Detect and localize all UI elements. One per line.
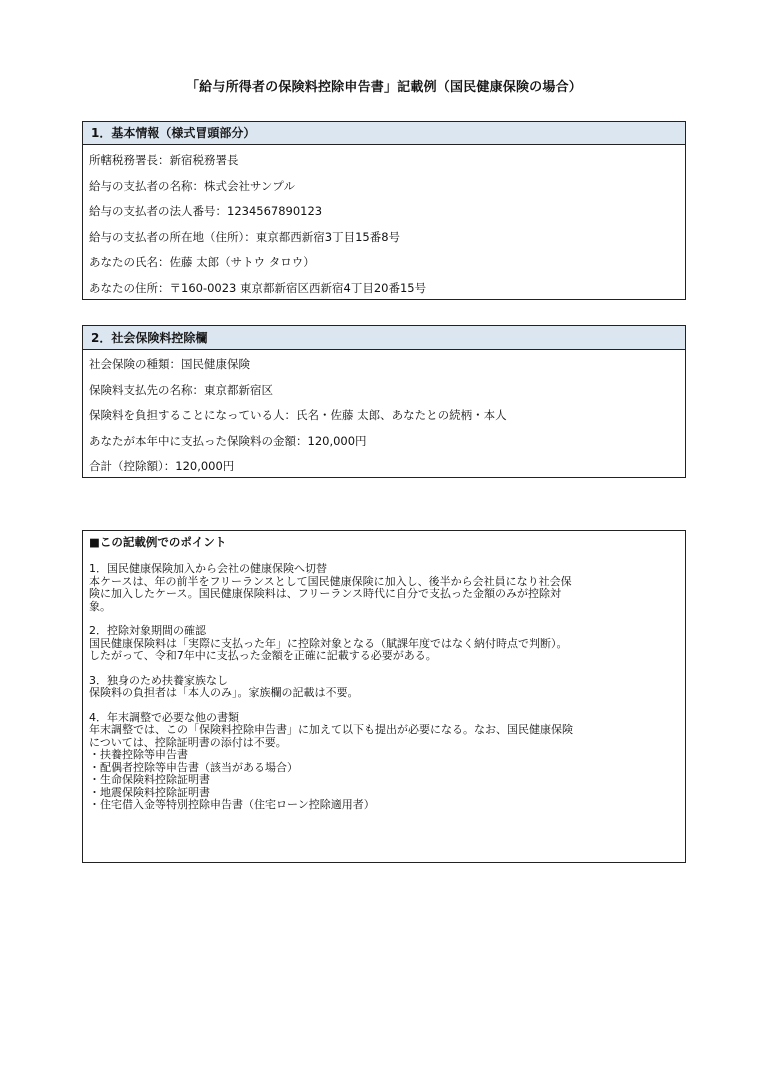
point-2-line: 国民健康保険料は「実際に支払った年」に控除対象となる（賦課年度ではなく納付時点で判断）。 <box>89 636 568 650</box>
payer-corporate-number-row: 給与の支払者の法人番号：1234567890123 <box>89 204 323 218</box>
basic-info-body <box>83 145 685 301</box>
paid-amount-row: あなたが本年中に支払った保険料の金額：120,000円 <box>89 433 367 448</box>
social-insurance-header: 2．社会保険料控除欄 <box>83 326 685 350</box>
social-insurance-section <box>82 325 686 478</box>
payer-address-row: 給与の支払者の所在地（住所）：東京都西新宿3丁目15番8号 <box>89 229 401 244</box>
total-deduction-row: 合計（控除額）：120,000円 <box>89 459 235 473</box>
point-4-line: 年末調整では、この「保険料控除申告書」に加えて以下も提出が必要になる。なお、国民健康保険 <box>89 723 573 736</box>
social-insurance-body <box>83 350 685 480</box>
basic-info-section <box>82 121 686 300</box>
payee-name-row: 保険料支払先の名称：東京都新宿区 <box>89 382 273 397</box>
point-1-heading: 1．国民健康保険加入から会社の健康保険へ切替 <box>89 562 327 575</box>
burden-person-row: 保険料を負担することになっている人：氏名・佐藤 太郎、あなたとの続柄・本人 <box>89 408 507 422</box>
tax-office-row: 所轄税務署長：新宿税務署長 <box>89 153 239 167</box>
employee-name-row: あなたの氏名：佐藤 太郎（サトウ タロウ） <box>89 255 315 269</box>
point-1-line: 険に加入したケース。国民健康保険料は、フリーランス時代に自分で支払った金額のみが控除対 <box>89 587 562 600</box>
point-3-heading: 3．独身のため扶養家族なし <box>89 673 228 687</box>
basic-info-header: 1．基本情報（様式冒頭部分） <box>83 122 685 145</box>
required-document-item: ・扶養控除等申告書 <box>89 748 188 761</box>
point-1-line: 本ケースは、年の前半をフリーランスとして国民健康保険に加入し、後半から会社員になり社会保 <box>89 574 572 588</box>
document-title: 「給与所得者の保険料控除申告書」記載例（国民健康保険の場合） <box>185 80 582 95</box>
point-2 <box>89 625 679 663</box>
point-2-line: したがって、令和7年中に支払った金額を正確に記載する必要がある。 <box>89 649 437 662</box>
point-4 <box>89 712 679 812</box>
point-1 <box>89 563 679 613</box>
point-3-line: 保険料の負担者は「本人のみ」。家族欄の記載は不要。 <box>89 686 359 699</box>
required-document-item: ・生命保険料控除証明書 <box>89 773 210 786</box>
required-document-item: ・住宅借入金等特別控除申告書（住宅ローン控除適用者） <box>89 798 375 811</box>
insurance-type-row: 社会保険の種類：国民健康保険 <box>89 357 250 371</box>
points-section <box>82 530 686 863</box>
required-document-item: ・地震保険料控除証明書 <box>89 785 210 799</box>
required-document-item: ・配偶者控除等申告書（該当がある場合） <box>89 760 298 774</box>
payer-name-row: 給与の支払者の名称：株式会社サンプル <box>89 178 295 193</box>
points-title: ■この記載例でのポイント <box>89 535 227 549</box>
employee-address-row: あなたの住所：〒160-0023 東京都新宿区西新宿4丁目20番15号 <box>89 280 427 295</box>
point-2-heading: 2．控除対象期間の確認 <box>89 624 206 637</box>
point-1-line: 象。 <box>89 599 111 613</box>
point-3 <box>89 675 679 700</box>
point-4-heading: 4．年末調整で必要な他の書類 <box>89 710 239 724</box>
point-4-line: については、控除証明書の添付は不要。 <box>89 735 287 749</box>
